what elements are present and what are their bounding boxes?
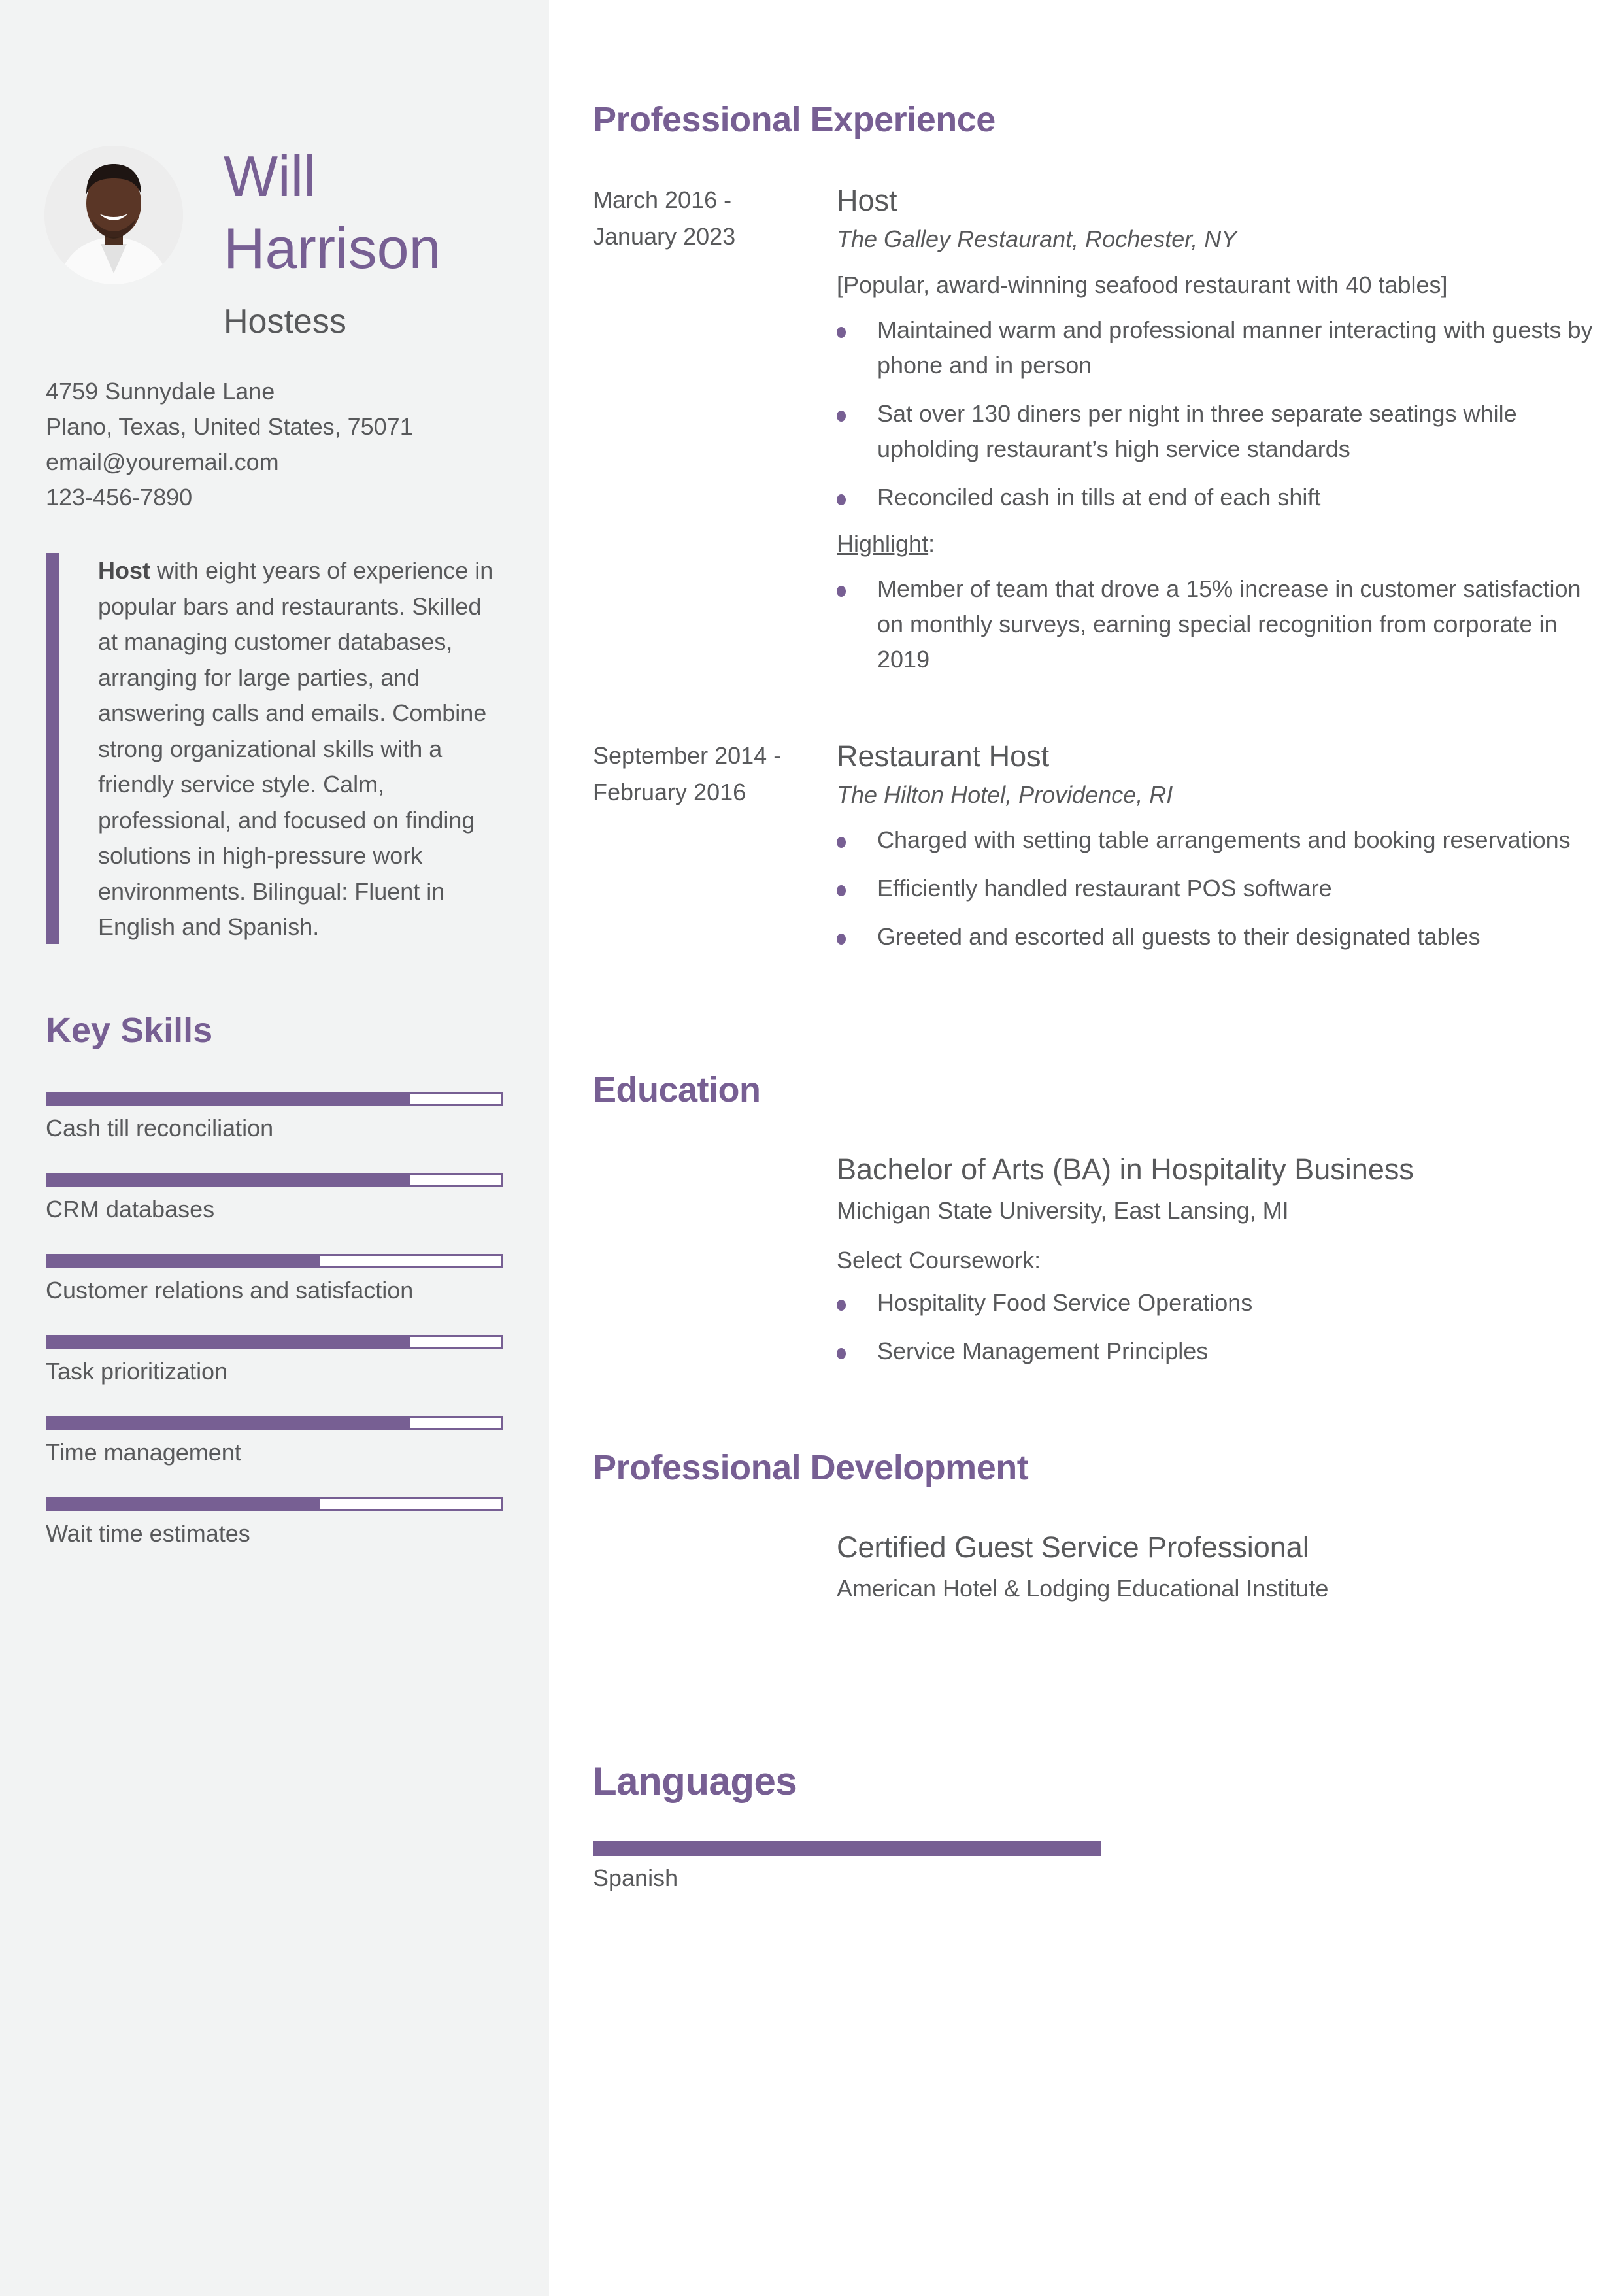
job-date-end: January 2023 [593, 223, 736, 250]
skill-level-fill [48, 1094, 410, 1104]
job-dates [593, 737, 809, 811]
list-item: Hospitality Food Service Operations [837, 1285, 1588, 1321]
skill-label: CRM databases [46, 1196, 215, 1223]
coursework-list [837, 1285, 1588, 1369]
language-level-bar [593, 1841, 1101, 1856]
job-company: The Hilton Hotel, Providence, RI [837, 781, 1173, 808]
skills-list [46, 1092, 503, 1578]
skill-label: Customer relations and satisfaction [46, 1277, 414, 1304]
phone[interactable]: 123-456-7890 [46, 484, 193, 511]
highlight-label [837, 526, 1601, 562]
summary [46, 553, 503, 944]
language-label: Spanish [593, 1865, 678, 1891]
skill-item [46, 1173, 503, 1254]
job-bullets [837, 822, 1601, 954]
languages-heading: Languages [593, 1759, 797, 1803]
summary-lead: Host [98, 557, 150, 584]
last-name: Harrison [224, 216, 441, 280]
job-body [837, 737, 1601, 968]
list-item: Service Management Principles [837, 1334, 1588, 1369]
job-date-start: September 2014 - [593, 742, 782, 769]
certification-issuer: American Hotel & Lodging Educational Institute [837, 1575, 1329, 1602]
contact-info [46, 374, 413, 515]
job-body [837, 182, 1601, 690]
skill-level-fill [48, 1499, 320, 1509]
highlight-colon: : [928, 530, 935, 557]
skill-label: Task prioritization [46, 1358, 228, 1385]
address-line-2: Plano, Texas, United States, 75071 [46, 413, 413, 440]
job-role: Hostess [224, 303, 346, 341]
summary-text: with eight years of experience in popular bars and restaurants. Skilled at managing customer databases, arranging for large parties, and answering calls and emails. Combine strong organizational skills with a friendly service style. Calm, professional, and focused on finding solutions in high-pressure work environments. Bilingual: Fluent in English and Spanish. [98, 557, 494, 940]
skill-level-fill [48, 1256, 320, 1266]
list-item: Member of team that drove a 15% increase in customer satisfaction on monthly surveys, earning special recognition from corporate in 2019 [837, 571, 1601, 677]
skill-label: Wait time estimates [46, 1520, 250, 1547]
highlight-bullets [837, 571, 1601, 677]
job-title: Host [837, 184, 897, 217]
list-item: Sat over 130 diners per night in three separate seatings while upholding restaurant’s high service standards [837, 396, 1601, 467]
job-bullets [837, 312, 1601, 515]
skill-label: Time management [46, 1439, 241, 1466]
degree: Bachelor of Arts (BA) in Hospitality Business [837, 1153, 1414, 1186]
list-item: Maintained warm and professional manner interacting with guests by phone and in person [837, 312, 1601, 383]
job-date-end: February 2016 [593, 779, 746, 805]
job-title: Restaurant Host [837, 739, 1050, 773]
skill-level-bar [46, 1254, 503, 1268]
certification: Certified Guest Service Professional [837, 1530, 1309, 1564]
experience-heading: Professional Experience [593, 100, 996, 139]
address-line-1: 4759 Sunnydale Lane [46, 378, 275, 405]
list-item: Efficiently handled restaurant POS software [837, 871, 1601, 906]
main-content [549, 0, 1623, 2296]
sidebar [0, 0, 549, 2296]
skills-heading: Key Skills [46, 1011, 213, 1050]
skill-item [46, 1092, 503, 1173]
skill-level-fill [48, 1175, 410, 1185]
skill-item [46, 1254, 503, 1335]
avatar [44, 146, 183, 284]
skill-item [46, 1497, 503, 1578]
coursework-label: Select Coursework: [837, 1247, 1041, 1274]
job-dates [593, 182, 809, 255]
skill-item [46, 1335, 503, 1416]
school: Michigan State University, East Lansing, MI [837, 1197, 1289, 1224]
skill-level-fill [48, 1337, 410, 1347]
job-company: The Galley Restaurant, Rochester, NY [837, 226, 1237, 252]
highlight-label-text: Highlight [837, 530, 929, 557]
list-item: Charged with setting table arrangements and booking reservations [837, 822, 1601, 858]
skill-item [46, 1416, 503, 1497]
candidate-name [224, 141, 441, 284]
development-heading: Professional Development [593, 1448, 1029, 1487]
skill-level-bar [46, 1092, 503, 1106]
list-item: Greeted and escorted all guests to their designated tables [837, 919, 1601, 954]
email[interactable]: email@youremail.com [46, 448, 279, 475]
first-name: Will [224, 144, 316, 209]
person-photo-icon [44, 146, 183, 284]
job-date-start: March 2016 - [593, 186, 732, 213]
skill-label: Cash till reconciliation [46, 1115, 274, 1141]
education-entry [837, 1151, 1588, 1382]
job-description: [Popular, award-winning seafood restaurant with 40 tables] [837, 271, 1448, 298]
education-heading: Education [593, 1070, 761, 1109]
skill-level-bar [46, 1335, 503, 1349]
skill-level-bar [46, 1497, 503, 1511]
skill-level-bar [46, 1416, 503, 1430]
skill-level-bar [46, 1173, 503, 1187]
development-entry [837, 1528, 1588, 1607]
skill-level-fill [48, 1418, 410, 1428]
list-item: Reconciled cash in tills at end of each shift [837, 480, 1601, 515]
